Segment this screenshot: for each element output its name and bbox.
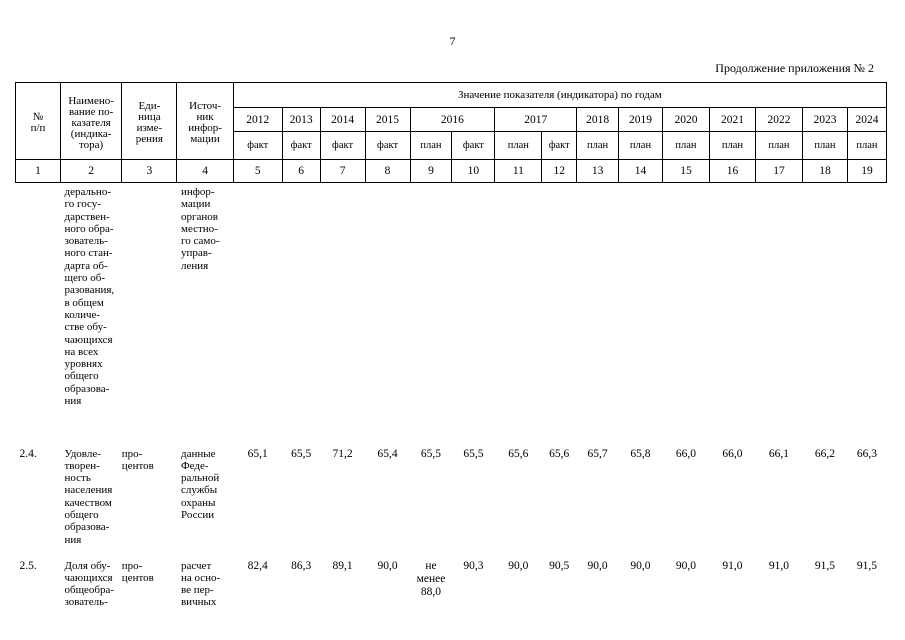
header-value-type: факт — [452, 132, 495, 160]
value-cell: 71,2 — [332, 447, 353, 460]
value-cell: 65,7 — [587, 447, 608, 460]
value-cell: 86,3 — [291, 559, 312, 572]
value-cell — [802, 183, 847, 445]
value-cell — [709, 183, 755, 445]
header-year: 2014 — [320, 108, 365, 132]
header-unit: Еди- ница изме- рения — [122, 83, 177, 160]
header-value-type: план — [410, 132, 452, 160]
column-number: 10 — [452, 160, 495, 183]
value-cell: 65,4 — [377, 447, 398, 460]
column-number: 5 — [233, 160, 282, 183]
value-cell: 66,1 — [768, 447, 790, 460]
value-cell: 89,1 — [332, 559, 353, 572]
value-cell: 65,5 — [420, 447, 442, 460]
column-number: 6 — [282, 160, 320, 183]
value-cell: 90,0 — [675, 559, 697, 572]
value-cell — [320, 183, 365, 445]
column-number: 18 — [802, 160, 847, 183]
column-number: 8 — [365, 160, 410, 183]
row-number — [16, 183, 61, 445]
value-cell: 65,5 — [463, 447, 484, 460]
header-year: 2023 — [802, 108, 847, 132]
header-value-type: план — [662, 132, 709, 160]
column-number: 17 — [755, 160, 802, 183]
value-cell: 91,0 — [722, 559, 743, 572]
header-value-type: факт — [320, 132, 365, 160]
value-cell — [452, 183, 495, 445]
header-value-type: факт — [233, 132, 282, 160]
value-cell: 65,1 — [247, 447, 268, 460]
value-cell — [495, 183, 542, 445]
header-indicator-name: Наимено- вание по- казателя (индика- тора) — [60, 83, 121, 160]
column-number: 7 — [320, 160, 365, 183]
value-cell — [233, 183, 282, 445]
row-number: 2.5. — [19, 559, 37, 572]
column-number: 4 — [177, 160, 233, 183]
value-cell: 90,3 — [463, 559, 484, 572]
header-value-type: план — [619, 132, 663, 160]
value-cell: 65,5 — [291, 447, 312, 460]
column-number: 2 — [60, 160, 121, 183]
header-value-type: план — [755, 132, 802, 160]
column-number: 11 — [495, 160, 542, 183]
header-value-type: план — [495, 132, 542, 160]
header-year: 2020 — [662, 108, 709, 132]
unit: про- центов — [121, 559, 154, 584]
column-number: 9 — [410, 160, 452, 183]
header-source: Источ- ник инфор- мации — [177, 83, 233, 160]
column-number: 19 — [847, 160, 886, 183]
indicator-table — [15, 82, 887, 609]
value-cell — [542, 183, 577, 445]
value-cell: 90,0 — [587, 559, 608, 572]
header-value-type: план — [709, 132, 755, 160]
value-cell: 91,0 — [768, 559, 790, 572]
value-cell: 82,4 — [247, 559, 268, 572]
header-value-type: факт — [365, 132, 410, 160]
info-source: данные Феде- ральной службы охраны России — [180, 447, 220, 521]
value-cell: 65,6 — [508, 447, 529, 460]
header-value-type: факт — [282, 132, 320, 160]
value-cell: 66,2 — [814, 447, 836, 460]
value-cell — [282, 183, 320, 445]
value-cell — [847, 183, 886, 445]
column-number: 1 — [16, 160, 61, 183]
info-source: расчет на осно- ве пер- вичных — [180, 559, 221, 609]
header-value-type: план — [577, 132, 619, 160]
value-cell: 90,0 — [508, 559, 529, 572]
header-year: 2016 — [410, 108, 495, 132]
indicator-name: Удовле- творен- ность населения качеством общего образова- ния — [64, 447, 113, 546]
value-cell: 90,0 — [630, 559, 651, 572]
table-row — [16, 183, 887, 445]
value-cell: 65,8 — [630, 447, 651, 460]
header-value-type: факт — [542, 132, 577, 160]
page-number: 7 — [449, 34, 456, 48]
table-row — [16, 557, 887, 609]
header-year: 2022 — [755, 108, 802, 132]
column-number: 12 — [542, 160, 577, 183]
header-year: 2021 — [709, 108, 755, 132]
header-year: 2015 — [365, 108, 410, 132]
column-number: 14 — [619, 160, 663, 183]
header-no: № п/п — [16, 83, 61, 160]
column-number: 15 — [662, 160, 709, 183]
row-number: 2.4. — [19, 447, 37, 460]
value-cell: 90,0 — [377, 559, 398, 572]
value-cell — [577, 183, 619, 445]
column-number: 3 — [122, 160, 177, 183]
value-cell: 66,0 — [675, 447, 697, 460]
value-cell — [619, 183, 663, 445]
value-cell: не менее 88,0 — [416, 559, 446, 598]
value-cell: 66,0 — [722, 447, 743, 460]
info-source: инфор- мации органов местно- го само- управ- ления — [180, 186, 220, 272]
indicator-name: дерально- го госу- дарствен- ного обра- зователь- ного стан- дарта об- щего об- разования, в общем количе- стве обу- чающихся на всех уровнях общего образова- ния — [64, 186, 115, 408]
table-row — [16, 445, 887, 557]
indicator-name: Доля обу- чающихся общеобра- зователь- — [64, 559, 115, 609]
header-year: 2012 — [233, 108, 282, 132]
header-year: 2017 — [495, 108, 577, 132]
header-value-type: план — [847, 132, 886, 160]
appendix-continuation-title: Продолжение приложения № 2 — [715, 61, 874, 75]
header-value-type: план — [802, 132, 847, 160]
header-year: 2013 — [282, 108, 320, 132]
value-cell — [365, 183, 410, 445]
value-cell — [410, 183, 452, 445]
header-year: 2019 — [619, 108, 663, 132]
value-cell: 91,5 — [814, 559, 836, 572]
value-cell — [662, 183, 709, 445]
column-number: 16 — [709, 160, 755, 183]
value-cell: 91,5 — [856, 559, 878, 572]
value-cell — [755, 183, 802, 445]
column-number-row — [16, 160, 887, 183]
unit: про- центов — [121, 447, 154, 472]
header-year: 2024 — [847, 108, 886, 132]
unit — [122, 183, 177, 445]
header-values-by-year: Значение показателя (индикатора) по годам — [233, 83, 886, 108]
column-number: 13 — [577, 160, 619, 183]
value-cell: 65,6 — [549, 447, 570, 460]
value-cell: 66,3 — [856, 447, 878, 460]
value-cell: 90,5 — [549, 559, 570, 572]
header-year: 2018 — [577, 108, 619, 132]
